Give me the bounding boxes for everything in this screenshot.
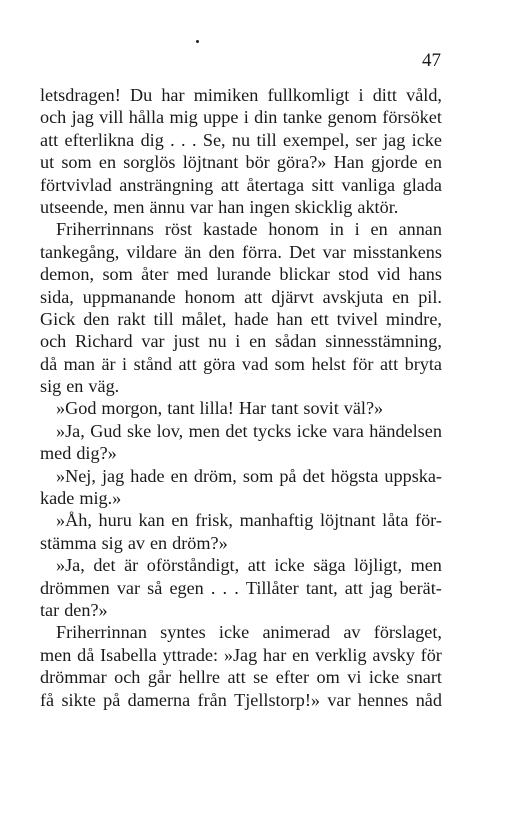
word: annan [398, 219, 442, 240]
word: den [83, 308, 110, 329]
word: in [329, 219, 344, 240]
word: en [170, 465, 188, 486]
word: att [220, 174, 239, 195]
text-line [40, 465, 442, 487]
word: din [254, 107, 278, 128]
word: avskjuta [322, 286, 384, 307]
page-number: 47 [422, 50, 441, 71]
word: få [40, 689, 55, 710]
word: honom [184, 286, 236, 307]
word: man [63, 353, 95, 374]
word: tanke [282, 107, 323, 128]
text-line [40, 509, 442, 531]
word: sorglös [123, 152, 176, 173]
word: säga [313, 555, 346, 576]
word: göra?» [276, 152, 327, 173]
word: en [66, 376, 84, 397]
word: aktör. [357, 196, 399, 217]
word: fullkomligt [267, 85, 350, 105]
text-line [40, 487, 442, 509]
word: att [244, 286, 263, 307]
word: misstankens [353, 241, 442, 262]
word: i [358, 85, 364, 105]
word: mig.» [79, 488, 122, 509]
word: ännu [149, 196, 185, 217]
word: löjligt, [354, 555, 403, 576]
word: jag [370, 577, 393, 598]
word: det [225, 420, 248, 441]
word: morgon, [101, 398, 163, 419]
word: nåd [415, 689, 442, 710]
text-line [40, 375, 442, 397]
word: han [276, 308, 303, 329]
word: sig [101, 532, 123, 553]
word: det [93, 555, 116, 576]
word: ditt [372, 85, 397, 105]
word: efterlikna [64, 129, 135, 150]
word: med [176, 264, 209, 285]
word: »Jag [223, 644, 258, 665]
text-line [40, 397, 442, 419]
text-line [40, 308, 442, 330]
word: genom [327, 107, 377, 128]
word: han [218, 196, 245, 217]
word: »Nej, [56, 465, 96, 486]
word: vid [376, 264, 401, 285]
word: uppe [203, 107, 239, 128]
word: sinnesstämning, [325, 331, 442, 352]
word: Richard [75, 331, 133, 352]
text-line [40, 129, 442, 151]
word: huru [98, 510, 132, 531]
word: försöket [382, 107, 442, 128]
word: lov, [156, 420, 184, 441]
word: ser [355, 129, 377, 150]
word: en [149, 532, 168, 553]
word: uppmanande [82, 286, 176, 307]
word: i [243, 107, 249, 128]
word: ut [40, 152, 55, 173]
text-line [40, 263, 442, 285]
word: än [184, 241, 202, 262]
word: sida, [40, 286, 74, 307]
word: löjtnant [319, 510, 376, 531]
word: jag [71, 107, 94, 128]
text-line [40, 644, 442, 666]
word: att [227, 667, 246, 688]
text-line [40, 286, 442, 308]
text-line [40, 577, 442, 599]
word: att [379, 353, 399, 374]
word: »Åh, [56, 510, 92, 531]
word: röst [164, 219, 193, 240]
word: till [256, 129, 277, 150]
word: vildare [126, 241, 177, 262]
word: målet, [181, 308, 227, 329]
word: sig [40, 376, 62, 397]
text-line [40, 666, 442, 688]
word: om [316, 667, 340, 688]
word: mig [169, 107, 198, 128]
word: yttrade: [162, 644, 219, 665]
word: tant [271, 398, 299, 419]
word: var [116, 577, 141, 598]
word: skicklig [294, 196, 353, 217]
word: tant, [305, 577, 338, 598]
word: vara [332, 420, 364, 441]
word: det [302, 465, 325, 486]
word: har [263, 644, 287, 665]
word: högsta [330, 465, 379, 486]
word: så [147, 577, 163, 598]
word: drömmen [40, 577, 110, 598]
word: icke [411, 129, 442, 150]
word: Gick [40, 308, 76, 329]
text-line [40, 554, 442, 576]
word: men [40, 644, 72, 665]
word: Har [238, 398, 267, 419]
word: mimiken [193, 85, 259, 105]
word: glada [402, 174, 442, 195]
word: att [247, 555, 266, 576]
word: var [327, 689, 351, 710]
word: från [197, 689, 227, 710]
word: ansträngning [119, 174, 214, 195]
word: . [181, 129, 186, 150]
body-text [40, 84, 442, 711]
word: »Ja, [56, 555, 85, 576]
word: demon, [40, 264, 95, 285]
word: händelsen [369, 420, 442, 441]
word: nu [231, 129, 251, 150]
word: i [235, 331, 241, 352]
word: tycks [252, 420, 292, 441]
text-line [40, 196, 442, 218]
text-line [40, 241, 442, 263]
word: tankegång, [40, 241, 120, 262]
word: var [189, 196, 214, 217]
word: för- [415, 510, 442, 531]
word: . [191, 129, 197, 150]
text-line [40, 353, 442, 375]
word: dig?» [76, 443, 117, 464]
word: icke [296, 420, 328, 441]
word: löjtnant [182, 152, 239, 173]
word: att [344, 577, 363, 598]
word: blickar [279, 264, 330, 285]
word: just [173, 331, 200, 352]
text-line [40, 689, 442, 711]
word: lurande [216, 264, 272, 285]
word: sådan [275, 331, 317, 352]
word: bör [245, 152, 270, 173]
word: förra. [242, 241, 282, 262]
word: verklig [315, 644, 367, 665]
word: vanliga [341, 174, 396, 195]
print-speck [196, 40, 199, 43]
word: tar [40, 599, 60, 620]
text-line [40, 106, 442, 128]
word: och [40, 107, 67, 128]
word: för [420, 644, 442, 665]
word: dig [140, 129, 164, 150]
word: icke [218, 622, 250, 643]
word: tvivel [336, 308, 379, 329]
word: syntes [160, 622, 206, 643]
word: ske [126, 420, 152, 441]
word: stod [338, 264, 369, 285]
word: till [153, 308, 174, 329]
word: hade [130, 465, 165, 486]
word: berät- [399, 577, 442, 598]
word: som [242, 465, 274, 486]
word: hans [408, 264, 442, 285]
word: hålla [128, 107, 165, 128]
word: djärvt [271, 286, 314, 307]
word: en [98, 152, 117, 173]
word: hade [234, 308, 269, 329]
text-line [40, 442, 442, 464]
word: animerad [262, 622, 331, 643]
word: frisk, [195, 510, 233, 531]
word: Tjellstorp!» [234, 689, 320, 710]
word: en [424, 152, 442, 173]
word: honom [268, 219, 319, 240]
word: utseende, [40, 196, 109, 217]
word: drömmar [40, 667, 107, 688]
word: Du [129, 85, 153, 105]
word: åter [141, 264, 169, 285]
word: en [171, 510, 189, 531]
word: kan [138, 510, 165, 531]
word: är [101, 353, 116, 374]
text-line [40, 84, 442, 106]
word: icke [368, 667, 400, 688]
word: se [253, 667, 269, 688]
word: Friherrinnan [56, 622, 147, 643]
text-line [40, 621, 442, 643]
text-line [40, 151, 442, 173]
word: dröm, [193, 465, 237, 486]
word: . [170, 129, 175, 150]
text-line [40, 330, 442, 352]
word: men [188, 420, 220, 441]
text-line [40, 174, 442, 196]
word: pil. [418, 286, 442, 307]
word: »Ja, [56, 420, 85, 441]
word: av [127, 532, 145, 553]
word: tant [167, 398, 195, 419]
text-line [40, 218, 442, 240]
word: men [410, 555, 442, 576]
word: med [40, 443, 72, 464]
word: våld, [406, 85, 442, 105]
word: låta [382, 510, 409, 531]
word: jag [101, 465, 125, 486]
word: »God [56, 398, 97, 419]
word: återtaga [246, 174, 305, 195]
word: är [124, 555, 139, 576]
word: stämma [40, 532, 97, 553]
word: lilla! [199, 398, 234, 419]
word: sikte [61, 689, 96, 710]
word: men [113, 196, 145, 217]
word: nu [208, 331, 227, 352]
word: rakt [117, 308, 146, 329]
word: Tillåter [245, 577, 299, 598]
text-line [40, 532, 442, 554]
word: . [222, 577, 228, 598]
word: hellre [178, 667, 220, 688]
word: Se, [202, 129, 226, 150]
word: Han [333, 152, 364, 173]
word: kastade [202, 219, 258, 240]
word: snart [406, 667, 442, 688]
word: vad [241, 353, 269, 374]
word: uppska- [384, 465, 442, 486]
word: förslaget, [373, 622, 442, 643]
word: Friherrinnans [56, 219, 154, 240]
word: icke [274, 555, 305, 576]
word: som [274, 353, 305, 374]
word: letsdragen! [40, 85, 121, 105]
word: i [354, 219, 360, 240]
word: en [392, 286, 410, 307]
word: den?» [64, 599, 108, 620]
word: oförståndigt, [146, 555, 240, 576]
word: vill [99, 107, 124, 128]
word: Isabella [100, 644, 157, 665]
word: . [234, 577, 239, 598]
word: helst [311, 353, 346, 374]
word: avsky [372, 644, 415, 665]
word: Det [289, 241, 316, 262]
word: hennes [357, 689, 409, 710]
word: efter [275, 667, 310, 688]
word: att [40, 129, 59, 150]
word: gjorde [371, 152, 418, 173]
word: bryta [404, 353, 442, 374]
word: sitt [311, 174, 334, 195]
word: att [178, 353, 197, 374]
word: en [249, 331, 267, 352]
word: ingen [249, 196, 290, 217]
word: har [161, 85, 185, 105]
word: stånd [133, 353, 172, 374]
word: i [122, 353, 128, 374]
word: för [352, 353, 374, 374]
word: ett [310, 308, 329, 329]
text-line [40, 420, 442, 442]
word: exempel, [283, 129, 350, 150]
word: mindre, [385, 308, 442, 329]
word: en [370, 219, 388, 240]
word: sovit [303, 398, 339, 419]
word: den [208, 241, 235, 262]
word: en [292, 644, 310, 665]
word: jag [383, 129, 406, 150]
word: av [343, 622, 361, 643]
word: egen [169, 577, 204, 598]
word: som [61, 152, 92, 173]
word: och [40, 331, 67, 352]
word: på [103, 689, 121, 710]
word: vi [347, 667, 362, 688]
word: var [141, 331, 165, 352]
word: som [102, 264, 133, 285]
word: går [147, 667, 172, 688]
word: kade [40, 488, 75, 509]
word: på [279, 465, 297, 486]
word: väl?» [343, 398, 384, 419]
word: Gud [90, 420, 122, 441]
word: manhaftig [239, 510, 314, 531]
word: då [40, 353, 58, 374]
word: . [210, 577, 216, 598]
word: göra [203, 353, 236, 374]
word: dröm?» [172, 532, 228, 553]
word: var [322, 241, 346, 262]
word: damerna [127, 689, 191, 710]
word: då [77, 644, 95, 665]
text-line [40, 599, 442, 621]
word: förtvivlad [40, 174, 112, 195]
word: väg. [88, 376, 120, 397]
word: och [114, 667, 141, 688]
